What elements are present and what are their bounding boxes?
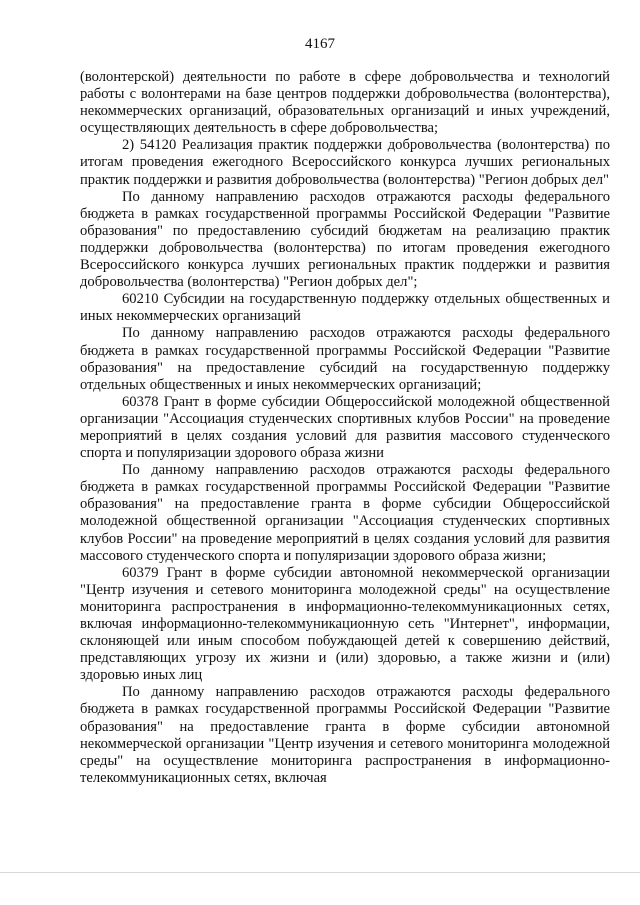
paragraph-60210-heading: 60210 Субсидии на государственную поддержку отдельных общественных и иных некоммерческих организаций — [80, 291, 610, 325]
paragraph-60379-description: По данному направлению расходов отражаются расходы федерального бюджета в рамках государственной программы Российской Федерации "Развитие образования" на предоставление гранта в форме субсидии автономной некоммерческой организации "Центр изучения и сетевого мониторинга молодежной среды" на осуществление мониторинга распространения в информационно-телекоммуникационных сетях, включая — [80, 684, 610, 786]
paragraph-volunteer-activity-end: (волонтерской) деятельности по работе в сфере добровольчества и технологий работы с волонтерами на базе центров поддержки добровольчества (волонтерства), некоммерческих организаций, образовательных организаций и иных учреждений, осуществляющих деятельность в сфере добровольчества; — [80, 69, 610, 137]
paragraph-54120-heading: 2) 54120 Реализация практик поддержки добровольчества (волонтерства) по итогам проведения ежегодного Всероссийского конкурса лучших региональных практик поддержки и развития добровольчества (волонтерства) "Регион добрых дел" — [80, 137, 610, 188]
paragraph-60378-heading: 60378 Грант в форме субсидии Общероссийской молодежной общественной организации "Ассоциация студенческих спортивных клубов России" на проведение мероприятий в целях создания условий для развития массового студенческого спорта и популяризации здорового образа жизни — [80, 393, 610, 462]
page-number: 4167 — [305, 36, 335, 52]
scan-artifact-line — [0, 872, 640, 873]
paragraph-54120-description: По данному направлению расходов отражаются расходы федерального бюджета в рамках государственной программы Российской Федерации "Развитие образования" по предоставлению субсидий бюджетам на реализацию практик поддержки добровольчества (волонтерства) по итогам проведения ежегодного Всероссийского конкурса лучших региональных практик поддержки и развития добровольчества (волонтерства) "Регион добрых дел"; — [80, 188, 610, 291]
paragraph-60210-description: По данному направлению расходов отражаются расходы федерального бюджета в рамках государственной программы Российской Федерации "Развитие образования" на предоставление субсидий на государственную поддержку отдельных общественных и иных некоммерческих организаций; — [80, 325, 610, 393]
paragraph-60379-heading: 60379 Грант в форме субсидии автономной некоммерческой организации "Центр изучения и сетевого мониторинга молодежной среды" на осуществление мониторинга распространения в информационно-телекоммуникационных сетях, включая информационно-телекоммуникационную сеть "Интернет", информации, склоняющей или иным способом побуждающей детей к совершению действий, представляющих угрозу их жизни и (или) здоровью, а также жизни и (или) здоровью иных лиц — [80, 564, 610, 684]
paragraph-60378-description: По данному направлению расходов отражаются расходы федерального бюджета в рамках государственной программы Российской Федерации "Развитие образования" на предоставление гранта в форме субсидии Общероссийской молодежной общественной организации "Ассоциация студенческих спортивных клубов России" на проведение мероприятий в целях создания условий для развития массового студенческого спорта и популяризации здорового образа жизни; — [80, 462, 610, 564]
document-body — [80, 69, 610, 787]
